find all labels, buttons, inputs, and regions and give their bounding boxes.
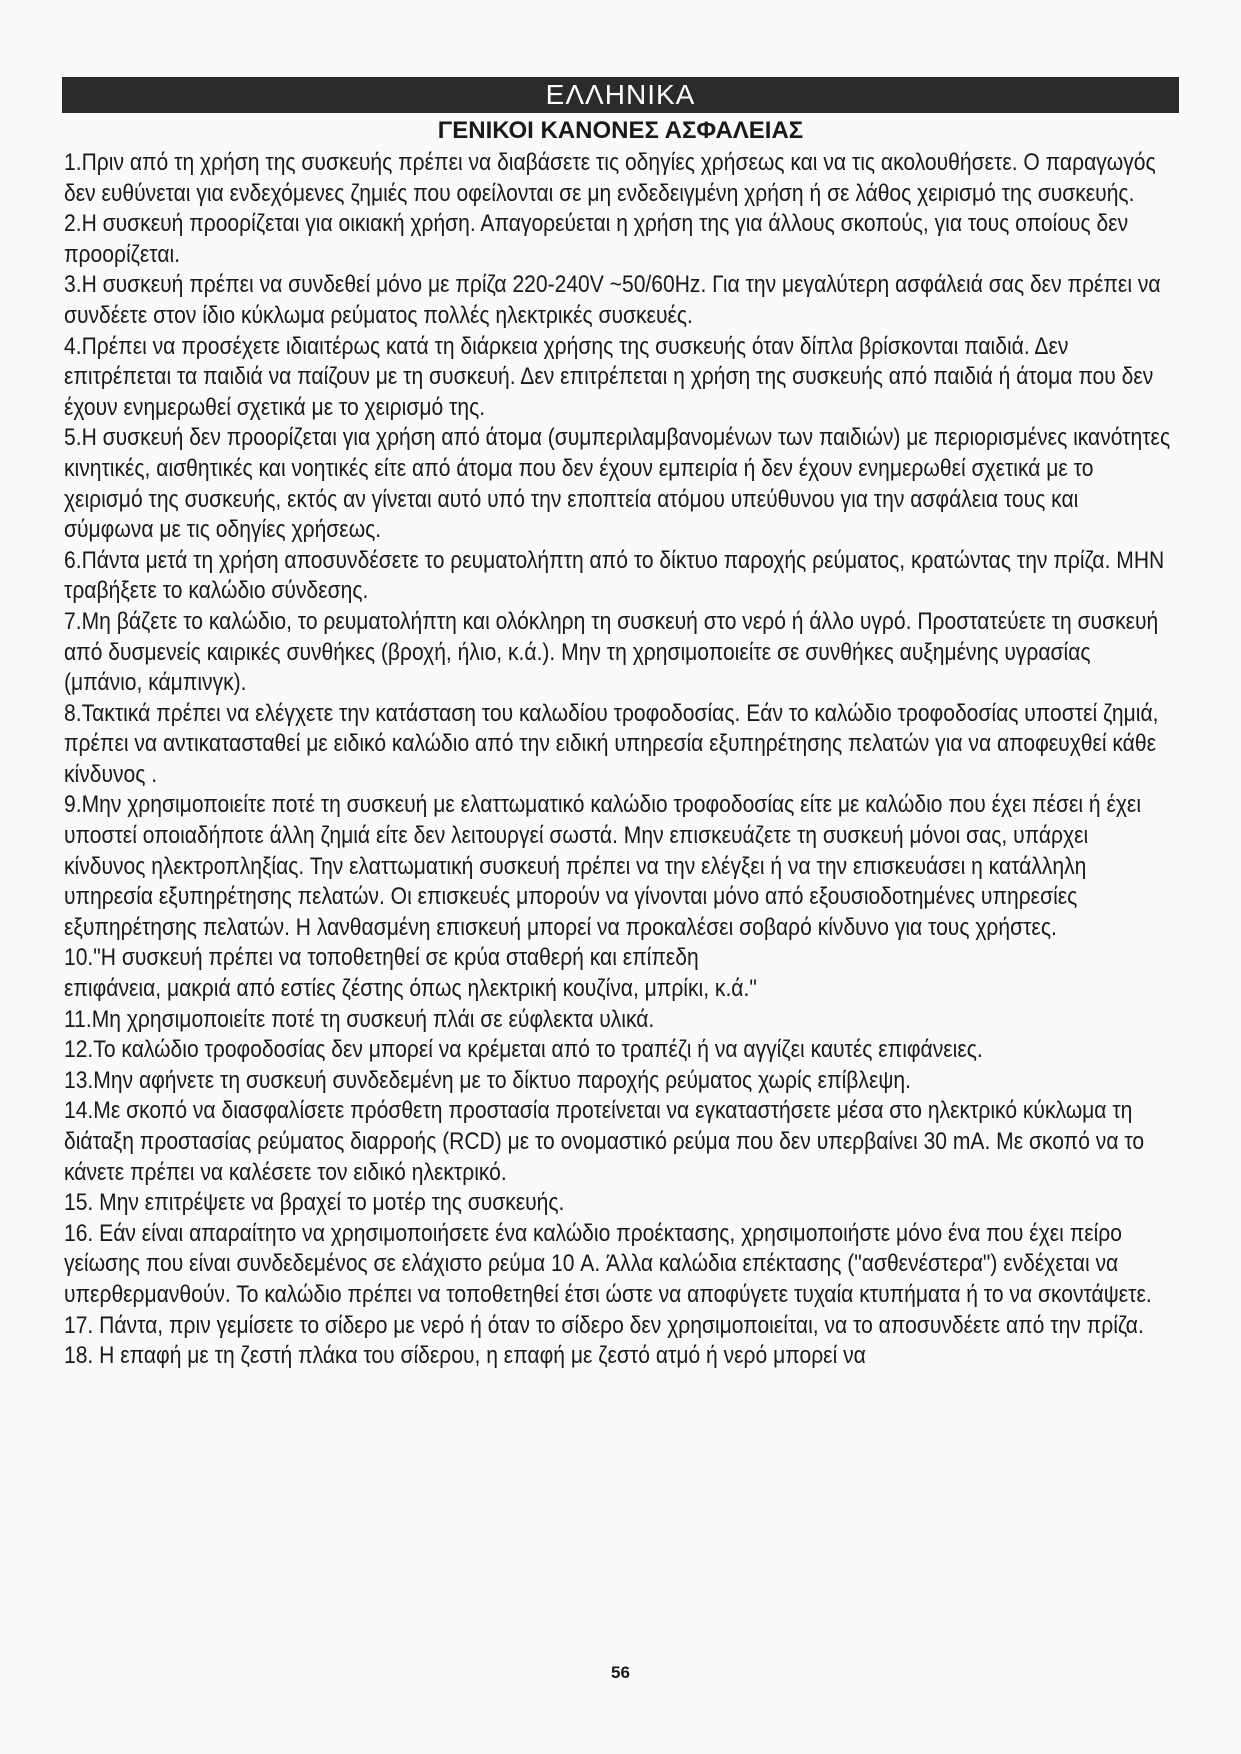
safety-rule-13: 13.Μην αφήνετε τη συσκευή συνδεδεμένη με το δίκτυο παροχής ρεύματος χωρίς επίβλεψη. — [64, 1066, 911, 1094]
safety-rules-list — [64, 148, 1171, 1372]
safety-rule-16: 16. Εάν είναι απαραίτητο να χρησιμοποιήσετε ένα καλώδιο προέκτασης, χρησιμοποιήστε μόνο ένα που έχει πείρο γείωσης που είναι συνδεδεμένος σε ελάχιστο ρεύμα 10 A. Άλλα καλώδια επέκτασης ("ασθενέστερα") ενδέχεται να υπερθερμανθούν. Το καλώδιο πρέπει να τοποθετηθεί έτσι ώστε να αποφύγετε τυχαία κτυπήματα ή το να σκοντάψετε. — [64, 1219, 1152, 1308]
safety-rule-2: 2.Η συσκευή προορίζεται για οικιακή χρήση. Απαγορεύεται η χρήση της για άλλους σκοπούς, για τους οποίους δεν προορίζεται. — [64, 210, 1129, 268]
safety-rule-3: 3.Η συσκευή πρέπει να συνδεθεί μόνο με πρίζα 220-240V ~50/60Hz. Για την μεγαλύτερη ασφάλειά σας δεν πρέπει να συνδέετε στον ίδιο κύκλωμα ρεύματος πολλές ηλεκτρικές συσκευές. — [64, 271, 1161, 329]
safety-rule-4: 4.Πρέπει να προσέχετε ιδιαιτέρως κατά τη διάρκεια χρήσης της συσκευής όταν δίπλα βρίσκονται παιδιά. Δεν επιτρέπεται τα παιδιά να παίζουν με τη συσκευή. Δεν επιτρέπεται η χρήση της συσκευής από παιδιά ή άτομα που δεν έχουν ενημερωθεί σχετικά με το χειρισμό της. — [64, 332, 1154, 421]
safety-rule-6: 6.Πάντα μετά τη χρήση αποσυνδέσετε το ρευματολήπτη από το δίκτυο παροχής ρεύματος, κρατώντας την πρίζα. ΜΗΝ τραβήξετε το καλώδιο σύνδεσης. — [64, 546, 1165, 605]
safety-rule-14: 14.Με σκοπό να διασφαλίσετε πρόσθετη προστασία προτείνεται να εγκαταστήσετε μέσα στο ηλεκτρικό κύκλωμα τη διάταξη προστασίας ρεύματος διαρροής (RCD) με το ονομαστικό ρεύμα που δεν υπερβαίνει 30 mA. Με σκοπό να το κάνετε πρέπει να καλέσετε τον ειδικό ηλεκτρικό. — [64, 1097, 1145, 1186]
safety-rule-1: 1.Πριν από τη χρήση της συσκευής πρέπει να διαβάσετε τις οδηγίες χρήσεως και να τις ακολουθήσετε. Ο παραγωγός δεν ευθύνεται για ενδεχόμενες ζημιές που οφείλονται σε μη ενδεδειγμένη χρήση ή σε λάθος χειρισμό της συσκευής. — [64, 149, 1156, 207]
language-label: ΕΛΛΗΝΙΚΑ — [545, 79, 696, 110]
safety-rule-5: 5.Η συσκευή δεν προορίζεται για χρήση από άτομα (συμπεριλαμβανομένων των παιδιών) με περιορισμένες ικανότητες κινητικές, αισθητικές και νοητικές είτε από άτομα που δεν έχουν εμπειρία ή δεν έχουν ενημερωθεί σχετικά με το χειρισμό της συσκευής, εκτός αν γίνεται αυτό υπό την εποπτεία ατόμου υπεύθυνου για την ασφάλεια τους και σύμφωνα με τις οδηγίες χρήσεως. — [64, 424, 1171, 544]
page-number: 56 — [611, 1663, 630, 1682]
safety-rule-15: 15. Μην επιτρέψετε να βραχεί το μοτέρ της συσκευής. — [64, 1189, 565, 1217]
safety-rule-7: 7.Μη βάζετε το καλώδιο, το ρευματολήπτη και ολόκληρη τη συσκευή στο νερό ή άλλο υγρό. Προστατεύετε τη συσκευή από δυσμενείς καιρικές συνθήκες (βροχή, ήλιο, κ.ά.). Μην τη χρησιμοποιείτε σε συνθήκες αυξημένης υγρασίας (μπάνιο, κάμπινγκ). — [64, 607, 1159, 697]
language-header-bar — [62, 77, 1179, 113]
safety-rule-12: 12.Το καλώδιο τροφοδοσίας δεν μπορεί να κρέμεται από το τραπέζι ή να αγγίζει καυτές επιφάνειες. — [64, 1036, 983, 1064]
safety-rule-11: 11.Μη χρησιμοποιείτε ποτέ τη συσκευή πλάι σε εύφλεκτα υλικά. — [64, 1005, 655, 1033]
safety-rule-17: 17. Πάντα, πριν γεμίσετε το σίδερο με νερό ή όταν το σίδερο δεν χρησιμοποιείται, να το αποσυνδέετε από την πρίζα. — [64, 1311, 1144, 1339]
safety-rule-8: 8.Τακτικά πρέπει να ελέγχετε την κατάσταση του καλωδίου τροφοδοσίας. Εάν το καλώδιο τροφοδοσίας υποστεί ζημιά, πρέπει να αντικατασταθεί με ειδικό καλώδιο από την ειδική υπηρεσία εξυπηρέτησης πελατών για να αποφευχθεί κάθε κίνδυνος . — [64, 699, 1159, 788]
safety-rule-10: 10."Η συσκευή πρέπει να τοποθετηθεί σε κρύα σταθερή και επίπεδη επιφάνεια, μακριά από εστίες ζέστης όπως ηλεκτρική κουζίνα, μπρίκι, κ.ά." — [64, 944, 757, 1003]
safety-rule-18: 18. Η επαφή με τη ζεστή πλάκα του σίδερου, η επαφή με ζεστό ατμό ή νερό μπορεί να — [64, 1342, 866, 1370]
section-title: ΓΕΝΙΚΟΙ ΚΑΝΟΝΕΣ ΑΣΦΑΛΕΙΑΣ — [437, 117, 804, 144]
safety-rule-9: 9.Μην χρησιμοποιείτε ποτέ τη συσκευή με ελαττωματικό καλώδιο τροφοδοσίας είτε με καλώδιο που έχει πέσει ή έχει υποστεί οποιαδήποτε άλλη ζημιά είτε δεν λειτουργεί σωστά. Μην επισκευάζετε τη συσκευή μόνοι σας, υπάρχει κίνδυνος ηλεκτροπληξίας. Την ελαττωματική συσκευή πρέπει να την ελέγξει ή να την επισκευάσει η κατάλληλη υπηρεσία εξυπηρέτησης πελατών. Οι επισκευές μπορούν να γίνονται μόνο από εξουσιοδοτημένες υπηρεσίες εξυπηρέτησης πελατών. Η λανθασμένη επισκευή μπορεί να προκαλέσει σοβαρό κίνδυνο για τους χρήστες. — [64, 791, 1142, 941]
